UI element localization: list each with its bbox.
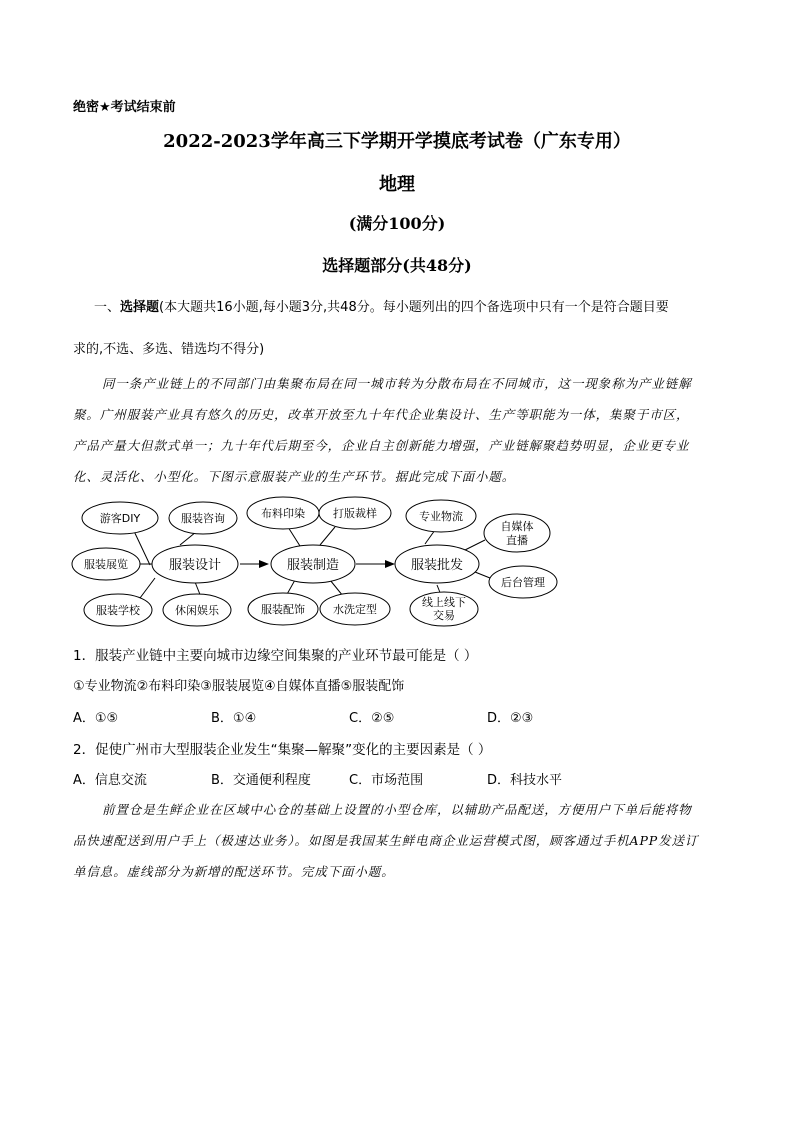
node-label: 交易 <box>433 609 455 622</box>
node-backend <box>489 566 557 598</box>
node-online-offline <box>410 592 478 626</box>
instructions-line-2: 求的,不选、多选、错选均不得分) <box>73 342 265 357</box>
node-label: 服装设计 <box>168 558 222 573</box>
node-design <box>152 545 238 583</box>
node-washing <box>320 593 390 625</box>
subject-title: 地理 <box>379 174 415 195</box>
node-label: 服装批发 <box>410 558 464 573</box>
node-clothing-consult <box>169 502 237 534</box>
node-label: 服装学校 <box>96 604 140 617</box>
passage1-line: 化、灵活化、小型化。下图示意服装产业的生产环节。据此完成下面小题。 <box>73 469 516 484</box>
confidential-label: 绝密★考试结束前 <box>73 100 176 115</box>
full-score: (满分100分) <box>348 214 446 233</box>
node-label: 专业物流 <box>419 510 463 523</box>
passage1-line: 聚。广州服装产业具有悠久的历史，改革开放至九十年代企业集设计、生产等职能为一体，集聚于市区， <box>73 407 690 422</box>
node-fabric-dyeing <box>247 497 319 529</box>
node-tourist-diy <box>82 502 158 534</box>
node-manufacture <box>271 545 355 583</box>
node-label: 服装展览 <box>84 558 128 571</box>
passage1-line: 产品产量大但款式单一；九十年代后期至今，企业自主创新能力增强，产业链解聚趋势明显，企业更专业 <box>73 438 690 453</box>
q1-option-c[interactable]: C．②⑤ <box>349 711 395 726</box>
node-label: 直播 <box>506 534 528 547</box>
node-pattern-cutting <box>319 497 391 529</box>
passage2-line: 前置仓是生鲜企业在区域中心仓的基础上设置的小型仓库，以辅助产品配送，方便用户下单后能将物 <box>102 802 692 817</box>
node-label: 水洗定型 <box>333 603 377 616</box>
instructions-line-1: 一、选择题(本大题共16小题,每小题3分,共48分。每小题列出的四个备选项中只有一个是符合题目要 <box>94 300 669 315</box>
q2-option-c[interactable]: C．市场范围 <box>349 773 424 788</box>
node-label: 打版裁样 <box>333 507 377 520</box>
question-2-stem: 2．促使广州市大型服装企业发生“集聚—解聚”变化的主要因素是（ ） <box>73 742 492 758</box>
passage1-line: 同一条产业链上的不同部门由集聚布局在同一城市转为分散布局在不同城市，这一现象称为产业链解 <box>102 376 692 391</box>
q2-option-a[interactable]: A．信息交流 <box>73 773 147 788</box>
node-we-media-live <box>484 514 550 552</box>
node-leisure <box>163 594 231 626</box>
node-clothing-school <box>84 594 152 626</box>
node-label: 服装制造 <box>286 558 340 573</box>
q1-option-d[interactable]: D．②③ <box>487 711 534 726</box>
q2-option-d[interactable]: D．科技水平 <box>487 773 563 788</box>
node-label: 游客DIY <box>99 512 141 525</box>
question-1-items: ①专业物流②布料印染③服装展览④自媒体直播⑤服装配饰 <box>73 679 405 694</box>
industry-chain-diagram <box>0 490 794 630</box>
node-label: 布料印染 <box>261 507 305 520</box>
node-wholesale <box>395 545 479 583</box>
node-label: 后台管理 <box>501 576 545 589</box>
question-1-stem: 1．服装产业链中主要向城市边缘空间集聚的产业环节最可能是（ ） <box>73 648 478 664</box>
node-label: 服装咨询 <box>181 512 225 525</box>
q1-option-a[interactable]: A．①⑤ <box>73 711 119 726</box>
node-label: 线上线下 <box>422 596 466 609</box>
passage2-line: 品快速配送到用户手上（极速达业务）。如图是我国某生鲜电商企业运营模式图，顾客通过手机APP发送订 <box>73 833 699 848</box>
node-accessories <box>248 593 318 625</box>
node-label: 自媒体 <box>500 520 534 533</box>
exam-title: 2022-2023学年高三下学期开学摸底考试卷（广东专用） <box>163 131 631 152</box>
q1-option-b[interactable]: B．①④ <box>211 711 257 726</box>
passage2-line: 单信息。虚线部分为新增的配送环节。完成下面小题。 <box>73 864 395 879</box>
node-clothing-exhibition <box>72 548 140 580</box>
node-label: 服装配饰 <box>261 603 305 616</box>
section-title: 选择题部分(共48分) <box>322 256 472 275</box>
q2-option-b[interactable]: B．交通便利程度 <box>211 773 311 788</box>
node-logistics <box>406 500 476 532</box>
node-label: 休闲娱乐 <box>175 604 219 617</box>
